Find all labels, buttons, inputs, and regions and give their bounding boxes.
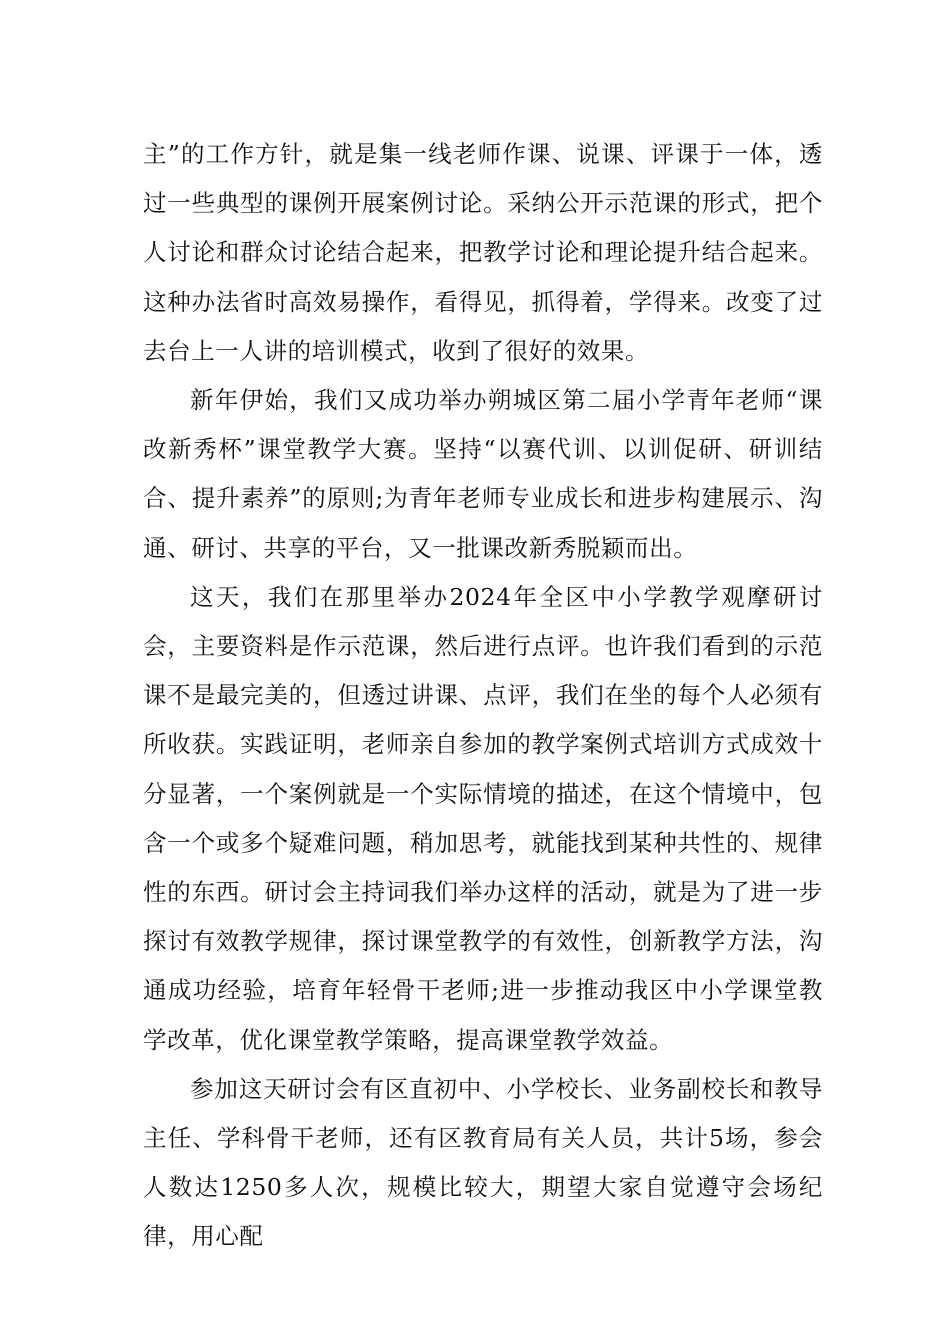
paragraph-4: 参加这天研讨会有区直初中、小学校长、业务副校长和教导主任、学科骨干老师，还有区教育局有关人员，共计5场，参会人数达1250多人次，规模比较大，期望大家自觉遵守会场纪律，用心配 (143, 1074, 823, 1251)
paragraph-1: 主”的工作方针，就是集一线老师作课、说课、评课于一体，透过一些典型的课例开展案例讨论。采纳公开示范课的形式，把个人讨论和群众讨论结合起来，把教学讨论和理论提升结合起来。这种办法省时高效易操作，看得见，抓得着，学得来。改变了过去台上一人讲的培训模式，收到了很好的效果。 (143, 140, 823, 365)
paragraph-3: 这天，我们在那里举办2024年全区中小学教学观摩研讨会，主要资料是作示范课，然后进行点评。也许我们看到的示范课不是最完美的，但透过讲课、点评，我们在坐的每个人必须有所收获。实践证明，老师亲自参加的教学案例式培训方式成效十分显著，一个案例就是一个实际情境的描述，在这个情境中，包含一个或多个疑难问题，稍加思考，就能找到某种共性的、规律性的东西。研讨会主持词我们举办这样的活动，就是为了进一步探讨有效教学规律，探讨课堂教学的有效性，创新教学方法，沟通成功经验，培育年轻骨干老师;进一步推动我区中小学课堂教学改革，优化课堂教学策略，提高课堂教学效益。 (143, 582, 823, 1054)
document-body (143, 130, 823, 1262)
paragraph-2: 新年伊始，我们又成功举办朔城区第二届小学青年老师“课改新秀杯”课堂教学大赛。坚持“以赛代训、以训促研、研训结合、提升素养”的原则;为青年老师专业成长和进步构建展示、沟通、研讨、共享的平台，又一批课改新秀脱颖而出。 (143, 386, 823, 562)
